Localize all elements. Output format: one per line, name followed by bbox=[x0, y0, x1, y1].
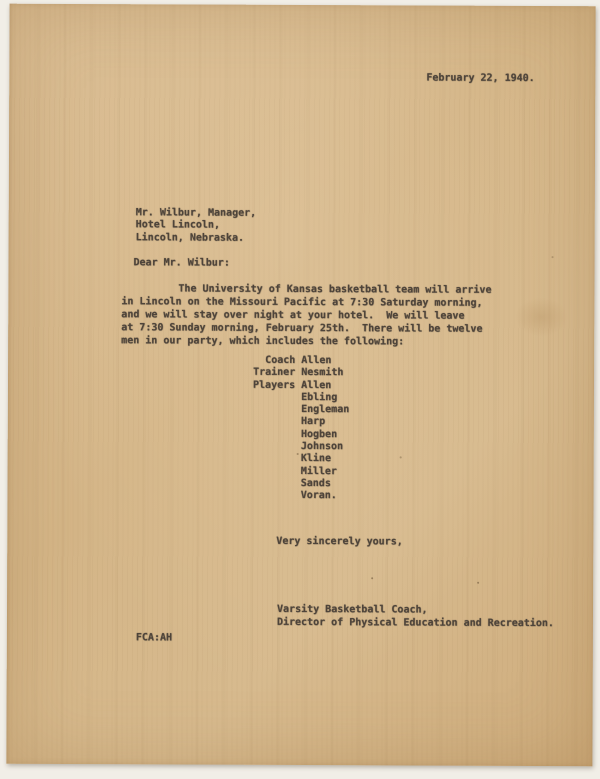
paper-speck bbox=[371, 577, 373, 579]
closing-phrase: Very sincerely yours, bbox=[276, 535, 403, 548]
roster-name: Johnson bbox=[300, 441, 344, 453]
paper-stain bbox=[504, 290, 578, 344]
roster-name: Engleman bbox=[301, 404, 350, 416]
roster-row bbox=[253, 416, 349, 429]
letter-date: February 22, 1940. bbox=[426, 72, 535, 85]
recipient-address bbox=[136, 207, 257, 244]
roster-role: Coach bbox=[265, 354, 296, 366]
roster-role: Players bbox=[253, 379, 296, 391]
roster-row bbox=[252, 490, 348, 503]
roster-row bbox=[253, 379, 349, 392]
paper-speck bbox=[477, 582, 479, 584]
roster-name: Harp bbox=[301, 416, 326, 428]
roster-row bbox=[253, 404, 349, 417]
typist-initials: FCA:AH bbox=[135, 632, 173, 644]
roster-row bbox=[253, 392, 349, 405]
roster-name: Voran. bbox=[300, 490, 337, 502]
roster-row bbox=[253, 367, 349, 380]
roster-name: Nesmith bbox=[301, 367, 344, 379]
paper-speck bbox=[400, 456, 402, 458]
roster-name: Allen bbox=[301, 355, 332, 367]
salutation: Dear Mr. Wilbur: bbox=[133, 257, 230, 269]
roster-name: Allen bbox=[301, 379, 332, 391]
signature-title-line: Director of Physical Education and Recreation. bbox=[276, 617, 554, 630]
body-line: at 7:30 Sunday morning, February 25th. There will be twelve bbox=[121, 322, 483, 336]
roster-name: Miller bbox=[300, 465, 337, 477]
roster-name: Ebling bbox=[301, 391, 338, 404]
body-line: The University of Kansas basketball team will arrive bbox=[178, 283, 492, 296]
recipient-line: Lincoln, Nebraska. bbox=[135, 231, 245, 244]
body-line: and we will stay over night at your hotel. We will leave bbox=[121, 309, 465, 322]
roster-row bbox=[253, 453, 349, 466]
roster-list bbox=[252, 355, 349, 503]
body-line: men in our party, which includes the following: bbox=[121, 335, 405, 348]
roster-row bbox=[253, 429, 349, 442]
signature-title-line: Varsity Basketball Coach, bbox=[276, 603, 428, 616]
roster-row bbox=[253, 441, 349, 454]
recipient-line: Mr. Wilbur, Manager, bbox=[135, 207, 257, 219]
roster-role: Trainer bbox=[253, 367, 296, 379]
letter-body-paragraph bbox=[121, 282, 491, 349]
roster-row bbox=[253, 478, 349, 491]
recipient-line: Hotel Lincoln, bbox=[135, 219, 221, 231]
body-line: in Lincoln on the Missouri Pacific at 7:30 Saturday morning, bbox=[121, 296, 483, 309]
roster-row bbox=[253, 465, 349, 478]
roster-name: Kline bbox=[300, 453, 331, 465]
roster-row bbox=[253, 355, 349, 368]
roster-name: Sands bbox=[300, 477, 331, 490]
paper-speck bbox=[552, 256, 554, 258]
letter-paper bbox=[6, 4, 595, 767]
signature-block bbox=[277, 603, 554, 631]
roster-name: Hogben bbox=[300, 428, 338, 440]
